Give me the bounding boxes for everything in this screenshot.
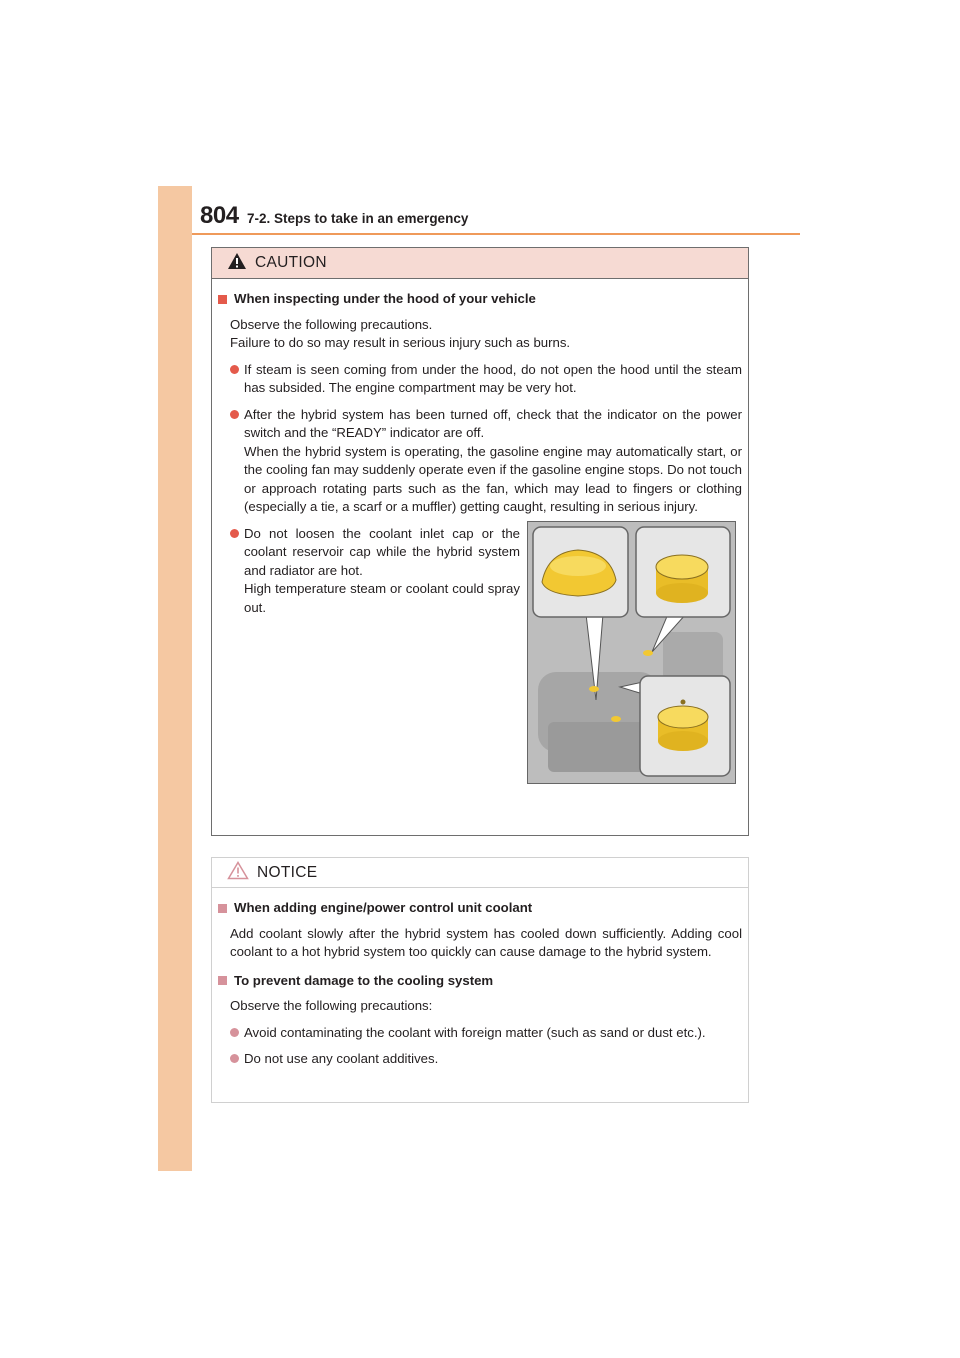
caution-bullet-text: If steam is seen coming from under the hood, do not open the hood until the steam has subsided. The engine compartment may be very hot. [244,361,742,395]
list-item [230,406,742,517]
list-item [230,1024,742,1043]
caution-box [211,247,749,836]
list-item [230,361,742,398]
notice-box [211,857,749,1103]
caution-intro-line2: Failure to do so may result in serious injury such as burns. [230,335,571,350]
notice-triangle-icon [227,861,249,885]
square-bullet-icon [218,295,227,304]
notice-bullet-text: Avoid contaminating the coolant with foreign matter (such as sand or dust etc.). [244,1024,706,1040]
section-title: 7-2. Steps to take in an emergency [247,211,469,226]
page-number: 804 [200,202,239,229]
header-rule [192,233,800,235]
caution-intro-line1: Observe the following precautions. [230,316,433,332]
page-header [200,202,800,234]
caution-intro [230,316,742,353]
notice-body: Add coolant slowly after the hybrid system has cooled down sufficiently. Adding cool coolant to a hot hybrid system too quickly can cause damage to the hybrid system. [230,925,742,959]
notice-bullet-text: Do not use any coolant additives. [244,1051,439,1066]
warning-triangle-icon [227,252,247,275]
engine-compartment-illustration [527,521,736,784]
caution-content [212,279,748,784]
caution-heading [218,290,742,309]
side-tab-strip [158,186,192,1171]
bullet-dot-icon [230,1054,239,1063]
notice-body: Observe the following precautions: [230,998,433,1013]
notice-label: NOTICE [257,863,318,881]
caution-label: CAUTION [255,254,327,271]
square-bullet-icon [218,904,227,913]
notice-header [212,858,748,888]
caution-heading-text: When inspecting under the hood of your vehicle [234,291,536,306]
notice-content [212,888,748,1069]
bullet-dot-icon [230,1028,239,1037]
list-item [230,525,520,776]
bullet-dot-icon [230,410,239,419]
caution-bullet-text: After the hybrid system has been turned off, check that the indicator on the power switch and the “READY” indicator are off. [244,406,742,440]
bullet-dot-icon [230,365,239,374]
caution-bullet-text: When the hybrid system is operating, the gasoline engine may automatically start, or the cooling fan may suddenly operate even if the gasoline engine stops. Do not touch or approach rotating parts such as the fan, which may lead to fingers or clothing (especially a tie, a scarf or a muffler) getting caught, resulting in serious injury. [244,443,742,514]
caution-header [212,248,748,279]
list-item [230,1050,742,1069]
notice-heading [218,972,742,991]
caution-bullet-text: Do not loosen the coolant inlet cap or the coolant reservoir cap while the hybrid system and radiator are hot. [244,525,520,578]
notice-heading [218,899,742,918]
notice-heading-text: When adding engine/power control unit coolant [234,900,533,915]
bullet-dot-icon [230,529,239,538]
caution-bullet-text: High temperature steam or coolant could spray out. [244,581,520,615]
notice-heading-text: To prevent damage to the cooling system [234,972,494,988]
square-bullet-icon [218,976,227,985]
